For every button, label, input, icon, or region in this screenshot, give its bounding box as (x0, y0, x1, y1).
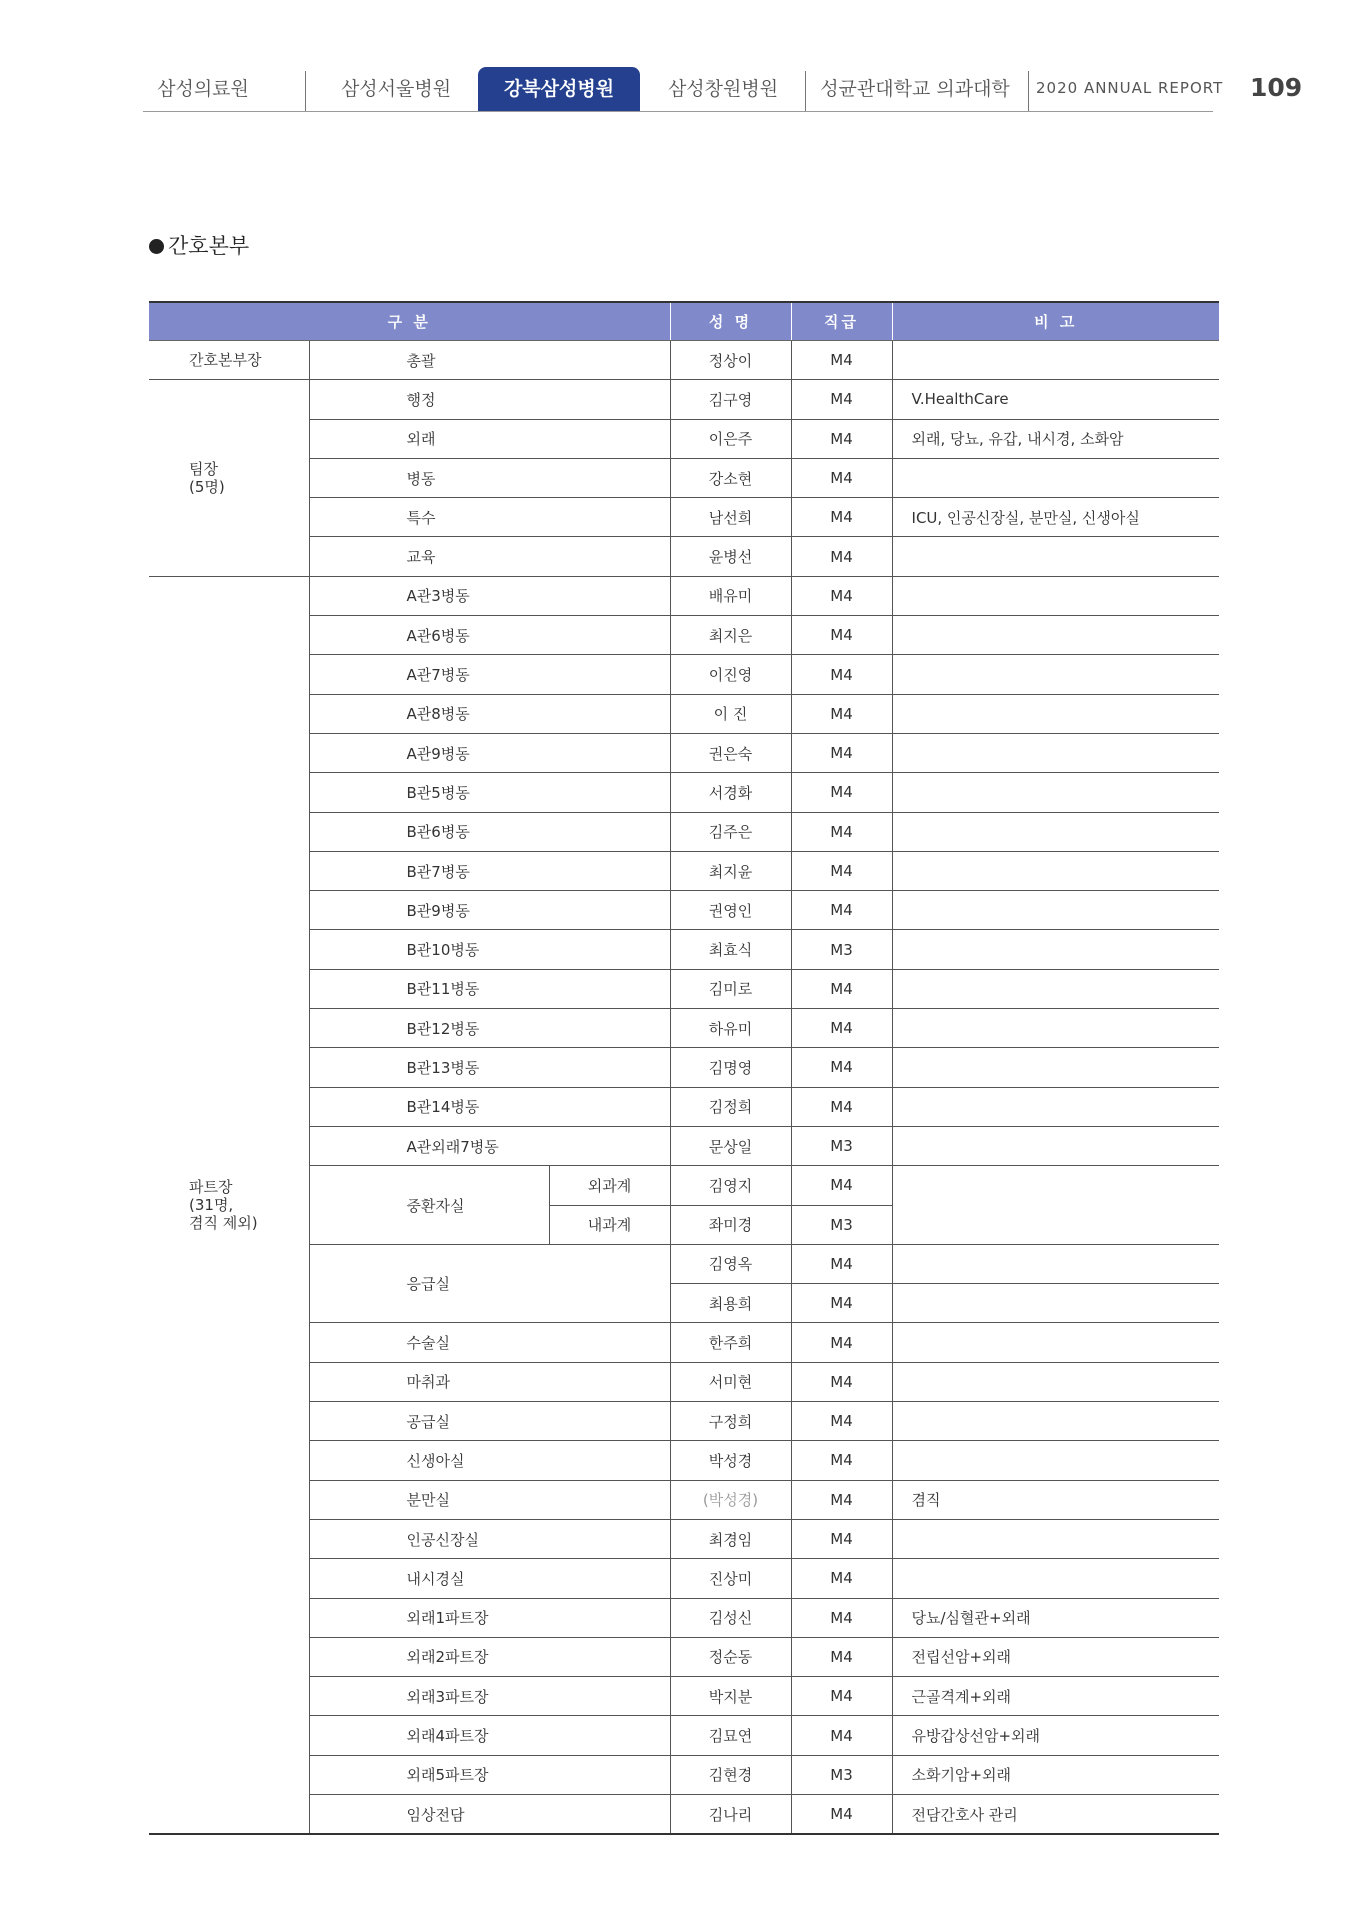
division-cell: 외래3파트장 (309, 1677, 670, 1716)
note-cell: 전담간호사 관리 (892, 1794, 1219, 1834)
grade-cell: M4 (791, 1048, 892, 1087)
note-cell (892, 733, 1219, 772)
grade-cell: M4 (791, 733, 892, 772)
note-cell (892, 891, 1219, 930)
division-cell: 외래 (309, 419, 670, 458)
division-cell: A관6병동 (309, 616, 670, 655)
division-cell-er: 응급실 (309, 1244, 670, 1323)
grade-cell: M4 (791, 773, 892, 812)
note-cell: 겸직 (892, 1480, 1219, 1519)
division-cell: 병동 (309, 458, 670, 497)
division-cell: 교육 (309, 537, 670, 576)
grade-cell: M4 (791, 1323, 892, 1362)
division-cell: A관9병동 (309, 733, 670, 772)
table-row (149, 1009, 1219, 1048)
note-cell: 외래, 당뇨, 유갑, 내시경, 소화암 (892, 419, 1219, 458)
table-row (149, 1755, 1219, 1794)
grade-cell: M3 (791, 930, 892, 969)
table-row (149, 733, 1219, 772)
name-cell: 박지분 (670, 1677, 791, 1716)
name-cell: 진상미 (670, 1559, 791, 1598)
note-cell (892, 1441, 1219, 1480)
name-cell: 김구영 (670, 380, 791, 419)
name-cell: 김명영 (670, 1048, 791, 1087)
note-cell (892, 851, 1219, 890)
division-cell: B관7병동 (309, 851, 670, 890)
grade-cell: M4 (791, 1519, 892, 1558)
note-cell (892, 458, 1219, 497)
table-row (149, 1637, 1219, 1676)
table-row (149, 694, 1219, 733)
grade-cell: M4 (791, 812, 892, 851)
table-row (149, 1402, 1219, 1441)
note-cell: 당뇨/심혈관+외래 (892, 1598, 1219, 1637)
note-cell (892, 341, 1219, 380)
note-cell: 근골격계+외래 (892, 1677, 1219, 1716)
name-cell: 정상이 (670, 341, 791, 380)
note-cell: V.HealthCare (892, 380, 1219, 419)
name-cell: 문상일 (670, 1126, 791, 1165)
name-cell: 최효식 (670, 930, 791, 969)
table-row (149, 1126, 1219, 1165)
grade-cell: M4 (791, 1559, 892, 1598)
note-cell (892, 1402, 1219, 1441)
page-number: 109 (1250, 73, 1303, 102)
grade-cell: M4 (791, 1480, 892, 1519)
note-cell (892, 1126, 1219, 1165)
note-cell (892, 1362, 1219, 1401)
name-cell: 정순동 (670, 1637, 791, 1676)
table-row (149, 1519, 1219, 1558)
note-cell (892, 1087, 1219, 1126)
name-cell: 김정희 (670, 1087, 791, 1126)
header-note: 비 고 (892, 302, 1219, 341)
note-cell (892, 655, 1219, 694)
note-cell (892, 812, 1219, 851)
table-row (149, 380, 1219, 419)
nursing-staff-table (149, 301, 1219, 1835)
note-cell (892, 1009, 1219, 1048)
division-cell: B관11병동 (309, 969, 670, 1008)
table-header-row (149, 302, 1219, 341)
bullet-icon (149, 239, 164, 254)
division-cell: B관14병동 (309, 1087, 670, 1126)
table-row (149, 969, 1219, 1008)
note-cell (892, 1048, 1219, 1087)
grade-cell: M4 (791, 1284, 892, 1323)
division-cell: B관6병동 (309, 812, 670, 851)
table-row (149, 1559, 1219, 1598)
name-cell: 김영옥 (670, 1244, 791, 1283)
grade-cell: M4 (791, 498, 892, 537)
division-cell: B관13병동 (309, 1048, 670, 1087)
table-row (149, 458, 1219, 497)
table-row (149, 1166, 1219, 1205)
nav-tab-kangbuk-samsung-hospital[interactable]: 강북삼성병원 (478, 67, 640, 111)
sub-division-cell: 외과계 (549, 1166, 670, 1205)
table-row (149, 851, 1219, 890)
grade-cell: M4 (791, 891, 892, 930)
table-row (149, 1677, 1219, 1716)
grade-cell: M4 (791, 1677, 892, 1716)
table-row (149, 1480, 1219, 1519)
note-cell (892, 1323, 1219, 1362)
grade-cell: M4 (791, 419, 892, 458)
table-row (149, 1794, 1219, 1834)
note-cell: ICU, 인공신장실, 분만실, 신생아실 (892, 498, 1219, 537)
grade-cell: M4 (791, 851, 892, 890)
table-row (149, 1441, 1219, 1480)
grade-cell: M4 (791, 341, 892, 380)
division-cell: 인공신장실 (309, 1519, 670, 1558)
division-cell: 분만실 (309, 1480, 670, 1519)
division-cell: 공급실 (309, 1402, 670, 1441)
grade-cell: M4 (791, 1166, 892, 1205)
grade-cell: M4 (791, 537, 892, 576)
division-cell: B관10병동 (309, 930, 670, 969)
grade-cell: M3 (791, 1205, 892, 1244)
division-cell: 특수 (309, 498, 670, 537)
nav-tab-samsung-medical-center[interactable]: 삼성의료원 (157, 78, 249, 100)
division-cell: A관3병동 (309, 576, 670, 615)
name-cell: 김묘연 (670, 1716, 791, 1755)
division-cell: 행정 (309, 380, 670, 419)
table-row (149, 616, 1219, 655)
note-cell: 전립선암+외래 (892, 1637, 1219, 1676)
table-row (149, 773, 1219, 812)
category-part-leaders: 파트장 (31명, 겸직 제외) (149, 576, 309, 1834)
division-cell: A관외래7병동 (309, 1126, 670, 1165)
grade-cell: M4 (791, 1244, 892, 1283)
table-row (149, 1598, 1219, 1637)
table-row (149, 1048, 1219, 1087)
name-cell: 권은숙 (670, 733, 791, 772)
sub-division-cell: 내과계 (549, 1205, 670, 1244)
note-cell (892, 1519, 1219, 1558)
table-row (149, 537, 1219, 576)
name-cell: 한주희 (670, 1323, 791, 1362)
note-cell (892, 1244, 1219, 1283)
name-cell: 하유미 (670, 1009, 791, 1048)
grade-cell: M4 (791, 694, 892, 733)
note-cell (892, 773, 1219, 812)
division-cell: A관8병동 (309, 694, 670, 733)
name-cell: 최지윤 (670, 851, 791, 890)
name-cell: 김성신 (670, 1598, 791, 1637)
note-cell (892, 1166, 1219, 1245)
grade-cell: M4 (791, 380, 892, 419)
grade-cell: M4 (791, 1637, 892, 1676)
name-cell: 구정희 (670, 1402, 791, 1441)
note-cell (892, 1559, 1219, 1598)
division-cell: 마취과 (309, 1362, 670, 1401)
division-cell-icu: 중환자실 (309, 1166, 549, 1245)
header-name: 성 명 (670, 302, 791, 341)
name-cell: 김주은 (670, 812, 791, 851)
note-cell (892, 1284, 1219, 1323)
name-cell: 강소현 (670, 458, 791, 497)
name-cell: 좌미경 (670, 1205, 791, 1244)
division-cell: B관9병동 (309, 891, 670, 930)
grade-cell: M4 (791, 616, 892, 655)
division-cell: 총괄 (309, 341, 670, 380)
grade-cell: M4 (791, 576, 892, 615)
nav-separator (805, 71, 806, 111)
division-cell: 외래5파트장 (309, 1755, 670, 1794)
grade-cell: M4 (791, 1362, 892, 1401)
name-cell: 권영인 (670, 891, 791, 930)
grade-cell: M4 (791, 1009, 892, 1048)
table-row (149, 576, 1219, 615)
table-row (149, 1087, 1219, 1126)
grade-cell: M4 (791, 969, 892, 1008)
table-row (149, 498, 1219, 537)
nav-underline (143, 111, 1213, 112)
name-cell: 서미현 (670, 1362, 791, 1401)
note-cell (892, 930, 1219, 969)
division-cell: 외래1파트장 (309, 1598, 670, 1637)
table-row (149, 1716, 1219, 1755)
division-cell: B관12병동 (309, 1009, 670, 1048)
name-cell: 최지은 (670, 616, 791, 655)
name-cell: 이진영 (670, 655, 791, 694)
division-cell: 신생아실 (309, 1441, 670, 1480)
category-director: 간호본부장 (149, 341, 309, 380)
grade-cell: M3 (791, 1126, 892, 1165)
header-grade: 직급 (791, 302, 892, 341)
name-cell: 김미로 (670, 969, 791, 1008)
table-row (149, 891, 1219, 930)
table-row (149, 1323, 1219, 1362)
nav-tab-samsung-changwon-hospital[interactable]: 삼성창원병원 (667, 78, 779, 100)
name-cell: 이은주 (670, 419, 791, 458)
name-cell: 최경임 (670, 1519, 791, 1558)
name-cell: 남선희 (670, 498, 791, 537)
division-cell: B관5병동 (309, 773, 670, 812)
grade-cell: M4 (791, 458, 892, 497)
division-cell: 임상전담 (309, 1794, 670, 1834)
name-cell: 김영지 (670, 1166, 791, 1205)
table-row (149, 1244, 1219, 1283)
division-cell: 외래2파트장 (309, 1637, 670, 1676)
name-cell: 윤병선 (670, 537, 791, 576)
nav-tab-skku-medical-school[interactable]: 성균관대학교 의과대학 (820, 78, 1010, 100)
section-title-text: 간호본부 (168, 234, 250, 258)
grade-cell: M4 (791, 1402, 892, 1441)
header-division: 구 분 (149, 302, 670, 341)
division-cell: 수술실 (309, 1323, 670, 1362)
grade-cell: M4 (791, 1716, 892, 1755)
note-cell: 유방갑상선암+외래 (892, 1716, 1219, 1755)
note-cell (892, 694, 1219, 733)
table-row (149, 655, 1219, 694)
note-cell (892, 616, 1219, 655)
table-row (149, 341, 1219, 380)
name-cell: 김현경 (670, 1755, 791, 1794)
grade-cell: M4 (791, 1087, 892, 1126)
grade-cell: M4 (791, 655, 892, 694)
category-team-leaders: 팀장 (5명) (149, 380, 309, 576)
table-row (149, 1362, 1219, 1401)
report-title: 2020 ANNUAL REPORT (1036, 79, 1224, 97)
grade-cell: M3 (791, 1755, 892, 1794)
name-cell: 최용희 (670, 1284, 791, 1323)
name-cell: 서경화 (670, 773, 791, 812)
nav-separator (1028, 71, 1029, 111)
nav-tab-samsung-seoul-hospital[interactable]: 삼성서울병원 (340, 78, 452, 100)
grade-cell: M4 (791, 1794, 892, 1834)
note-cell: 소화기암+외래 (892, 1755, 1219, 1794)
name-cell-concurrent: (박성경) (670, 1480, 791, 1519)
nav-separator (305, 71, 306, 111)
table-row (149, 419, 1219, 458)
division-cell: 외래4파트장 (309, 1716, 670, 1755)
grade-cell: M4 (791, 1441, 892, 1480)
division-cell: A관7병동 (309, 655, 670, 694)
note-cell (892, 576, 1219, 615)
table-row (149, 812, 1219, 851)
section-title (149, 230, 249, 260)
note-cell (892, 537, 1219, 576)
name-cell: 이 진 (670, 694, 791, 733)
grade-cell: M4 (791, 1598, 892, 1637)
name-cell: 김나리 (670, 1794, 791, 1834)
table-row (149, 930, 1219, 969)
name-cell: 배유미 (670, 576, 791, 615)
division-cell: 내시경실 (309, 1559, 670, 1598)
note-cell (892, 969, 1219, 1008)
name-cell: 박성경 (670, 1441, 791, 1480)
